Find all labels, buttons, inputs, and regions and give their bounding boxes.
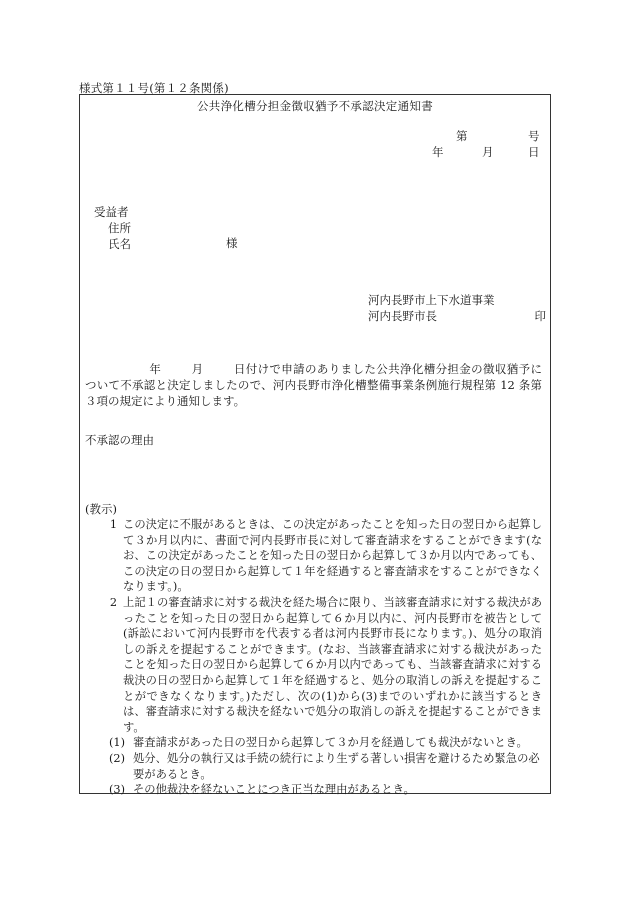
document-title: 公共浄化槽分担金徴収猶予不承認決定通知書 [197, 99, 433, 113]
notice-form [79, 94, 551, 797]
sub-item-number: (2) [109, 751, 126, 765]
issuer-block [368, 292, 546, 324]
form-number: 様式第１１号(第１２条関係) [79, 81, 229, 95]
doc-number-go: 号 [528, 129, 540, 143]
sub-item [85, 782, 542, 798]
item-text: この決定に不服があるときは、この決定があったことを知った日の翌日から起算して３か月以内に、書面で河内長野市長に対して審査請求をすることができます(なお、この決定があったことを知った日の翌日から起算して３か月以内であっても、この決定の日の翌日から起算して１年を経過すると審査請求をすることができなくなります。)。 [123, 518, 542, 594]
sub-item-number: (3) [109, 783, 126, 797]
body-text: 日付けで申請のありました公共浄化槽分担金の徴収猶予について不承認と決定しましたので、河内長野市浄化槽整備事業条例施行規程第 12 条第３項の規定により通知します。 [85, 362, 542, 409]
sub-item [85, 751, 542, 782]
address-label: 住所 [108, 221, 131, 235]
reason-label: 不承認の理由 [85, 433, 154, 447]
doc-number-dai: 第 [456, 129, 468, 143]
name-label: 氏名 [108, 237, 131, 251]
recipient-heading: 受益者 [94, 205, 129, 219]
item-number: 2 [109, 595, 117, 609]
item-number: 1 [109, 518, 117, 531]
sub-item-text: その他裁決を経ないことにつき正当な理由があるとき。 [133, 783, 415, 797]
sub-item-text: 処分、処分の執行又は手続の続行により生ずる著しい損害を避けるため緊急の必要があるとき。 [133, 751, 540, 781]
instruction-list [85, 517, 542, 798]
body-month: 月 [191, 362, 204, 376]
notice-heading: (教示) [85, 502, 117, 516]
instruction-item [85, 517, 542, 595]
sub-item-text: 審査請求があった日の翌日から起算して３か月を経過しても裁決がないとき。 [133, 736, 528, 750]
item-text: 上記１の審査請求に対する裁決を経た場合に限り、当該審査請求に対する裁決があったことを知った日の翌日から起算して６か月以内に、河内長野市を被告として(訴訟において河内長野市を代表する者は河内長野市長になります。)、処分の取消しの訴えを提起することができます。(なお、当該審査請求に対する裁決があったことを知った日の翌日から起算して６か月以内であっても、当該審査請求に対する裁決の日の翌日から起算して１年を経過すると、処分の取消しの訴えを提起することができなくなります。)ただし、次の(1)から(3)までのいずれかに該当するときは、審査請求に対する裁決を経ないで処分の取消しの訴えを提起することができます。 [123, 595, 542, 734]
issuer-organization: 河内長野市上下水道事業 [368, 293, 495, 307]
date-day: 日 [528, 145, 540, 159]
date-year: 年 [432, 145, 444, 159]
seal-mark: 印 [534, 309, 546, 323]
date-month: 月 [482, 145, 494, 159]
document-number-block [422, 128, 542, 160]
sub-item [85, 735, 542, 751]
instruction-item [85, 595, 542, 735]
body-year: 年 [149, 362, 162, 376]
notice-body [85, 361, 542, 410]
recipient-block [94, 204, 131, 252]
honorific: 様 [226, 236, 238, 250]
sub-item-number: (1) [109, 736, 126, 750]
issuer-title: 河内長野市長 [368, 309, 437, 323]
